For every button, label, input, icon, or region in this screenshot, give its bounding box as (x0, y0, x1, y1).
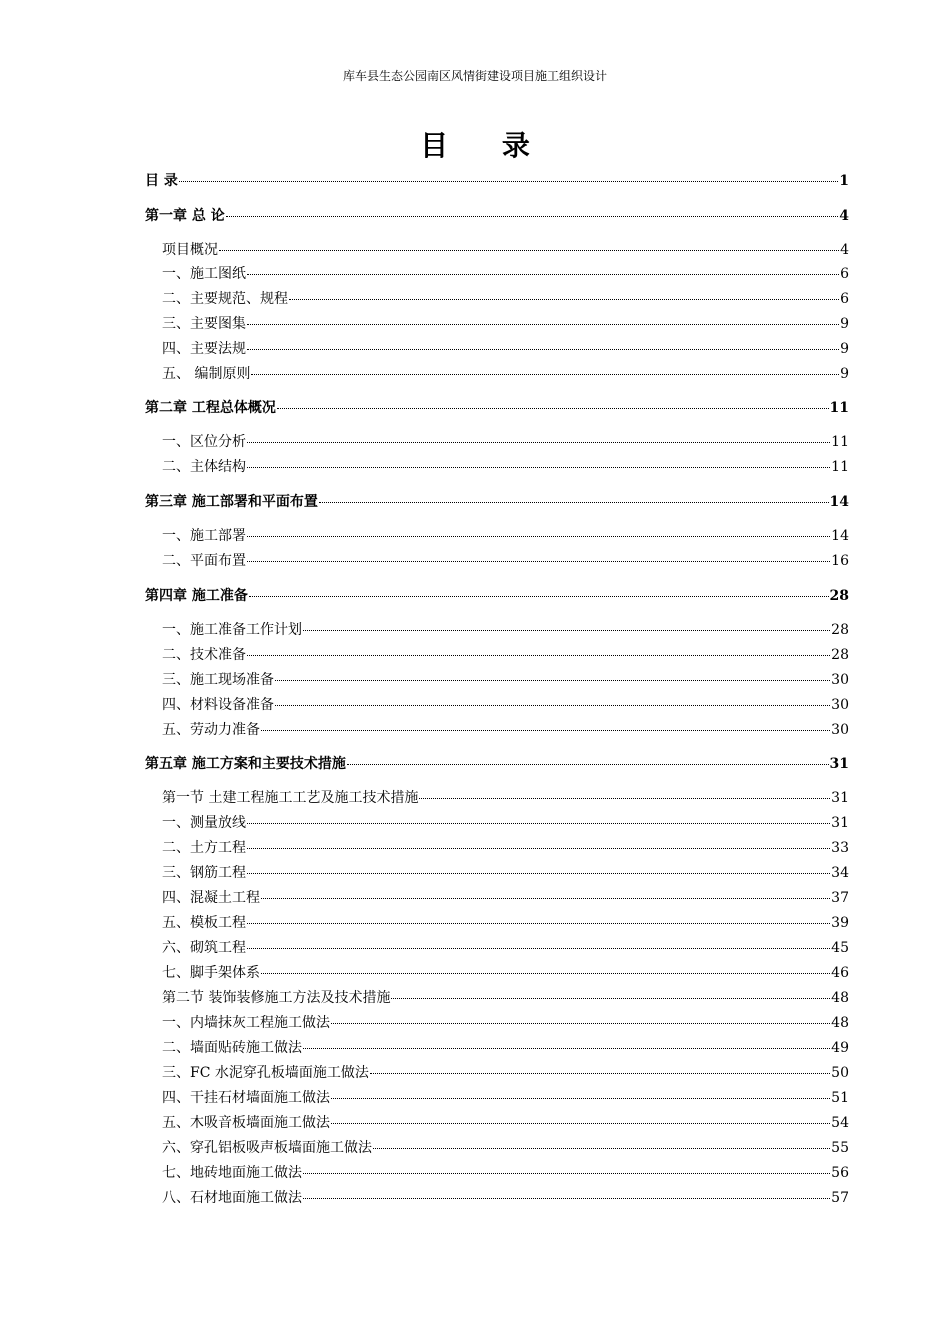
toc-section-entry[interactable] (145, 837, 849, 859)
toc-entry-page-number: 48 (831, 1015, 849, 1031)
toc-entry-label: 第三章 施工部署和平面布置 (145, 494, 318, 510)
toc-entry-page-number: 54 (831, 1115, 849, 1131)
toc-entry-label: 三、施工现场准备 (162, 672, 274, 688)
toc-chapter-entry[interactable] (145, 753, 849, 775)
toc-entry-page-number: 31 (829, 756, 849, 772)
toc-chapter-entry[interactable] (145, 585, 849, 607)
toc-chapter-entry[interactable] (145, 170, 849, 192)
toc-section-entry[interactable] (145, 550, 849, 572)
toc-entry-page-number: 6 (840, 291, 849, 307)
running-header: 库车县生态公园南区风情街建设项目施工组织设计 (342, 69, 607, 83)
toc-entry-page-number: 48 (831, 990, 849, 1006)
toc-entry-page-number: 11 (831, 459, 849, 475)
toc-section-entry[interactable] (145, 1012, 849, 1034)
toc-dot-leader (247, 823, 830, 824)
toc-entry-page-number: 49 (831, 1040, 849, 1056)
toc-entry-label: 二、技术准备 (162, 647, 246, 663)
toc-entry-label: 四、材料设备准备 (162, 697, 274, 713)
toc-entry-label: 二、平面布置 (162, 553, 246, 569)
toc-section-entry[interactable] (145, 263, 849, 285)
toc-dot-leader (249, 596, 829, 597)
toc-entry-label: 六、穿孔铝板吸声板墙面施工做法 (162, 1140, 372, 1156)
toc-entry-label: 七、地砖地面施工做法 (162, 1165, 302, 1181)
toc-entry-label: 二、土方工程 (162, 840, 246, 856)
toc-entry-label: 项目概况 (162, 242, 218, 258)
toc-dot-leader (275, 705, 830, 706)
toc-entry-label: 二、墙面贴砖施工做法 (162, 1040, 302, 1056)
toc-entry-page-number: 9 (840, 341, 849, 357)
toc-entry-page-number: 16 (831, 553, 849, 569)
toc-entry-page-number: 30 (831, 697, 849, 713)
toc-dot-leader (247, 536, 830, 537)
toc-section-entry[interactable] (145, 862, 849, 884)
toc-dot-leader (247, 349, 839, 350)
toc-dot-leader (303, 630, 830, 631)
toc-dot-leader (391, 998, 830, 999)
toc-section-entry[interactable] (145, 669, 849, 691)
toc-entry-page-number: 56 (831, 1165, 849, 1181)
toc-entry-page-number: 31 (831, 790, 849, 806)
toc-entry-page-number: 34 (831, 865, 849, 881)
toc-entry-page-number: 14 (831, 528, 849, 544)
toc-entry-label: 第二节 装饰装修施工方法及技术措施 (162, 990, 391, 1006)
toc-entry-label: 五、劳动力准备 (162, 722, 260, 738)
toc-entry-page-number: 31 (831, 815, 849, 831)
toc-dot-leader (319, 502, 829, 503)
toc-entry-page-number: 55 (831, 1140, 849, 1156)
toc-entry-label: 三、FC 水泥穿孔板墙面施工做法 (162, 1065, 369, 1081)
toc-entry-page-number: 28 (831, 622, 849, 638)
toc-entry-label: 一、测量放线 (162, 815, 246, 831)
toc-section-entry[interactable] (145, 288, 849, 310)
toc-dot-leader (331, 1123, 830, 1124)
toc-section-entry[interactable] (145, 1112, 849, 1134)
toc-dot-leader (247, 848, 830, 849)
toc-entry-label: 三、主要图集 (162, 316, 246, 332)
toc-section-entry[interactable] (145, 1162, 849, 1184)
toc-entry-page-number: 37 (831, 890, 849, 906)
toc-entry-label: 第一章 总 论 (145, 208, 225, 224)
toc-dot-leader (226, 216, 839, 217)
toc-entry-label: 目 录 (145, 173, 178, 189)
toc-dot-leader (373, 1148, 830, 1149)
toc-entry-page-number: 6 (840, 266, 849, 282)
toc-dot-leader (289, 299, 839, 300)
toc-section-entry[interactable] (145, 887, 849, 909)
toc-dot-leader (419, 798, 830, 799)
toc-dot-leader (303, 1048, 830, 1049)
toc-entry-label: 六、砌筑工程 (162, 940, 246, 956)
toc-section-entry[interactable] (145, 719, 849, 741)
toc-dot-leader (247, 442, 830, 443)
toc-title: 目 录 (420, 129, 552, 162)
toc-section-entry[interactable] (145, 787, 849, 809)
toc-dot-leader (303, 1173, 830, 1174)
toc-section-entry[interactable] (145, 962, 849, 984)
toc-dot-leader (179, 181, 838, 182)
toc-dot-leader (247, 923, 830, 924)
toc-entry-label: 一、内墙抹灰工程施工做法 (162, 1015, 330, 1031)
toc-dot-leader (247, 274, 839, 275)
toc-section-entry[interactable] (145, 1062, 849, 1084)
toc-entry-page-number: 28 (831, 647, 849, 663)
toc-section-entry[interactable] (145, 525, 849, 547)
toc-entry-label: 第一节 土建工程施工工艺及施工技术措施 (162, 790, 419, 806)
toc-dot-leader (247, 561, 830, 562)
toc-entry-label: 第四章 施工准备 (145, 588, 248, 604)
toc-dot-leader (331, 1098, 830, 1099)
toc-dot-leader (347, 764, 829, 765)
toc-entry-label: 四、干挂石材墙面施工做法 (162, 1090, 330, 1106)
toc-entry-label: 一、施工部署 (162, 528, 246, 544)
toc-entry-label: 二、主要规范、规程 (162, 291, 288, 307)
toc-section-entry[interactable] (145, 239, 849, 261)
toc-dot-leader (247, 873, 830, 874)
toc-entry-page-number: 45 (831, 940, 849, 956)
toc-entry-label: 三、钢筋工程 (162, 865, 246, 881)
toc-entry-label: 四、主要法规 (162, 341, 246, 357)
toc-dot-leader (275, 680, 830, 681)
toc-dot-leader (219, 250, 839, 251)
toc-chapter-entry[interactable] (145, 491, 849, 513)
toc-section-entry[interactable] (145, 1037, 849, 1059)
toc-entry-page-number: 39 (831, 915, 849, 931)
toc-entry-label: 一、施工准备工作计划 (162, 622, 302, 638)
toc-entry-page-number: 57 (831, 1190, 849, 1206)
toc-entry-page-number: 4 (839, 208, 849, 224)
toc-entry-label: 八、石材地面施工做法 (162, 1190, 302, 1206)
toc-dot-leader (261, 973, 830, 974)
toc-dot-leader (331, 1023, 830, 1024)
toc-entry-page-number: 9 (840, 316, 849, 332)
toc-entry-label: 二、主体结构 (162, 459, 246, 475)
toc-dot-leader (261, 898, 830, 899)
toc-entry-label: 五、 编制原则 (162, 366, 251, 382)
toc-chapter-entry[interactable] (145, 205, 849, 227)
toc-entry-page-number: 30 (831, 722, 849, 738)
toc-entry-page-number: 46 (831, 965, 849, 981)
toc-section-entry[interactable] (145, 812, 849, 834)
toc-section-entry[interactable] (145, 619, 849, 641)
toc-entry-page-number: 1 (839, 173, 849, 189)
toc-section-entry[interactable] (145, 363, 849, 385)
toc-section-entry[interactable] (145, 937, 849, 959)
toc-section-entry[interactable] (145, 912, 849, 934)
toc-dot-leader (261, 730, 830, 731)
toc-entry-page-number: 9 (840, 366, 849, 382)
toc-section-entry[interactable] (145, 644, 849, 666)
toc-section-entry[interactable] (145, 1087, 849, 1109)
toc-section-entry[interactable] (145, 987, 849, 1009)
toc-dot-leader (370, 1073, 830, 1074)
toc-section-entry[interactable] (145, 431, 849, 453)
toc-entry-label: 五、模板工程 (162, 915, 246, 931)
toc-dot-leader (303, 1198, 830, 1199)
toc-dot-leader (247, 467, 830, 468)
toc-section-entry[interactable] (145, 1137, 849, 1159)
toc-entry-page-number: 28 (829, 588, 849, 604)
toc-chapter-entry[interactable] (145, 397, 849, 419)
toc-dot-leader (247, 948, 830, 949)
toc-entry-page-number: 11 (831, 434, 849, 450)
toc-section-entry[interactable] (145, 1187, 849, 1209)
toc-dot-leader (277, 408, 829, 409)
toc-entry-label: 第五章 施工方案和主要技术措施 (145, 756, 346, 772)
toc-section-entry[interactable] (145, 694, 849, 716)
toc-entry-label: 七、脚手架体系 (162, 965, 260, 981)
toc-section-entry[interactable] (145, 456, 849, 478)
toc-entry-page-number: 4 (840, 242, 849, 258)
toc-entry-page-number: 50 (831, 1065, 849, 1081)
toc-dot-leader (251, 374, 839, 375)
toc-section-entry[interactable] (145, 338, 849, 360)
toc-entry-page-number: 33 (831, 840, 849, 856)
toc-entry-page-number: 14 (829, 494, 849, 510)
toc-entry-label: 四、混凝土工程 (162, 890, 260, 906)
toc-entry-label: 一、区位分析 (162, 434, 246, 450)
toc-entry-page-number: 51 (831, 1090, 849, 1106)
toc-entry-page-number: 11 (829, 400, 849, 416)
toc-entry-label: 第二章 工程总体概况 (145, 400, 276, 416)
toc-section-entry[interactable] (145, 313, 849, 335)
toc-dot-leader (247, 655, 830, 656)
toc-entry-page-number: 30 (831, 672, 849, 688)
toc-dot-leader (247, 324, 839, 325)
toc-entry-label: 一、施工图纸 (162, 266, 246, 282)
toc-entry-label: 五、木吸音板墙面施工做法 (162, 1115, 330, 1131)
